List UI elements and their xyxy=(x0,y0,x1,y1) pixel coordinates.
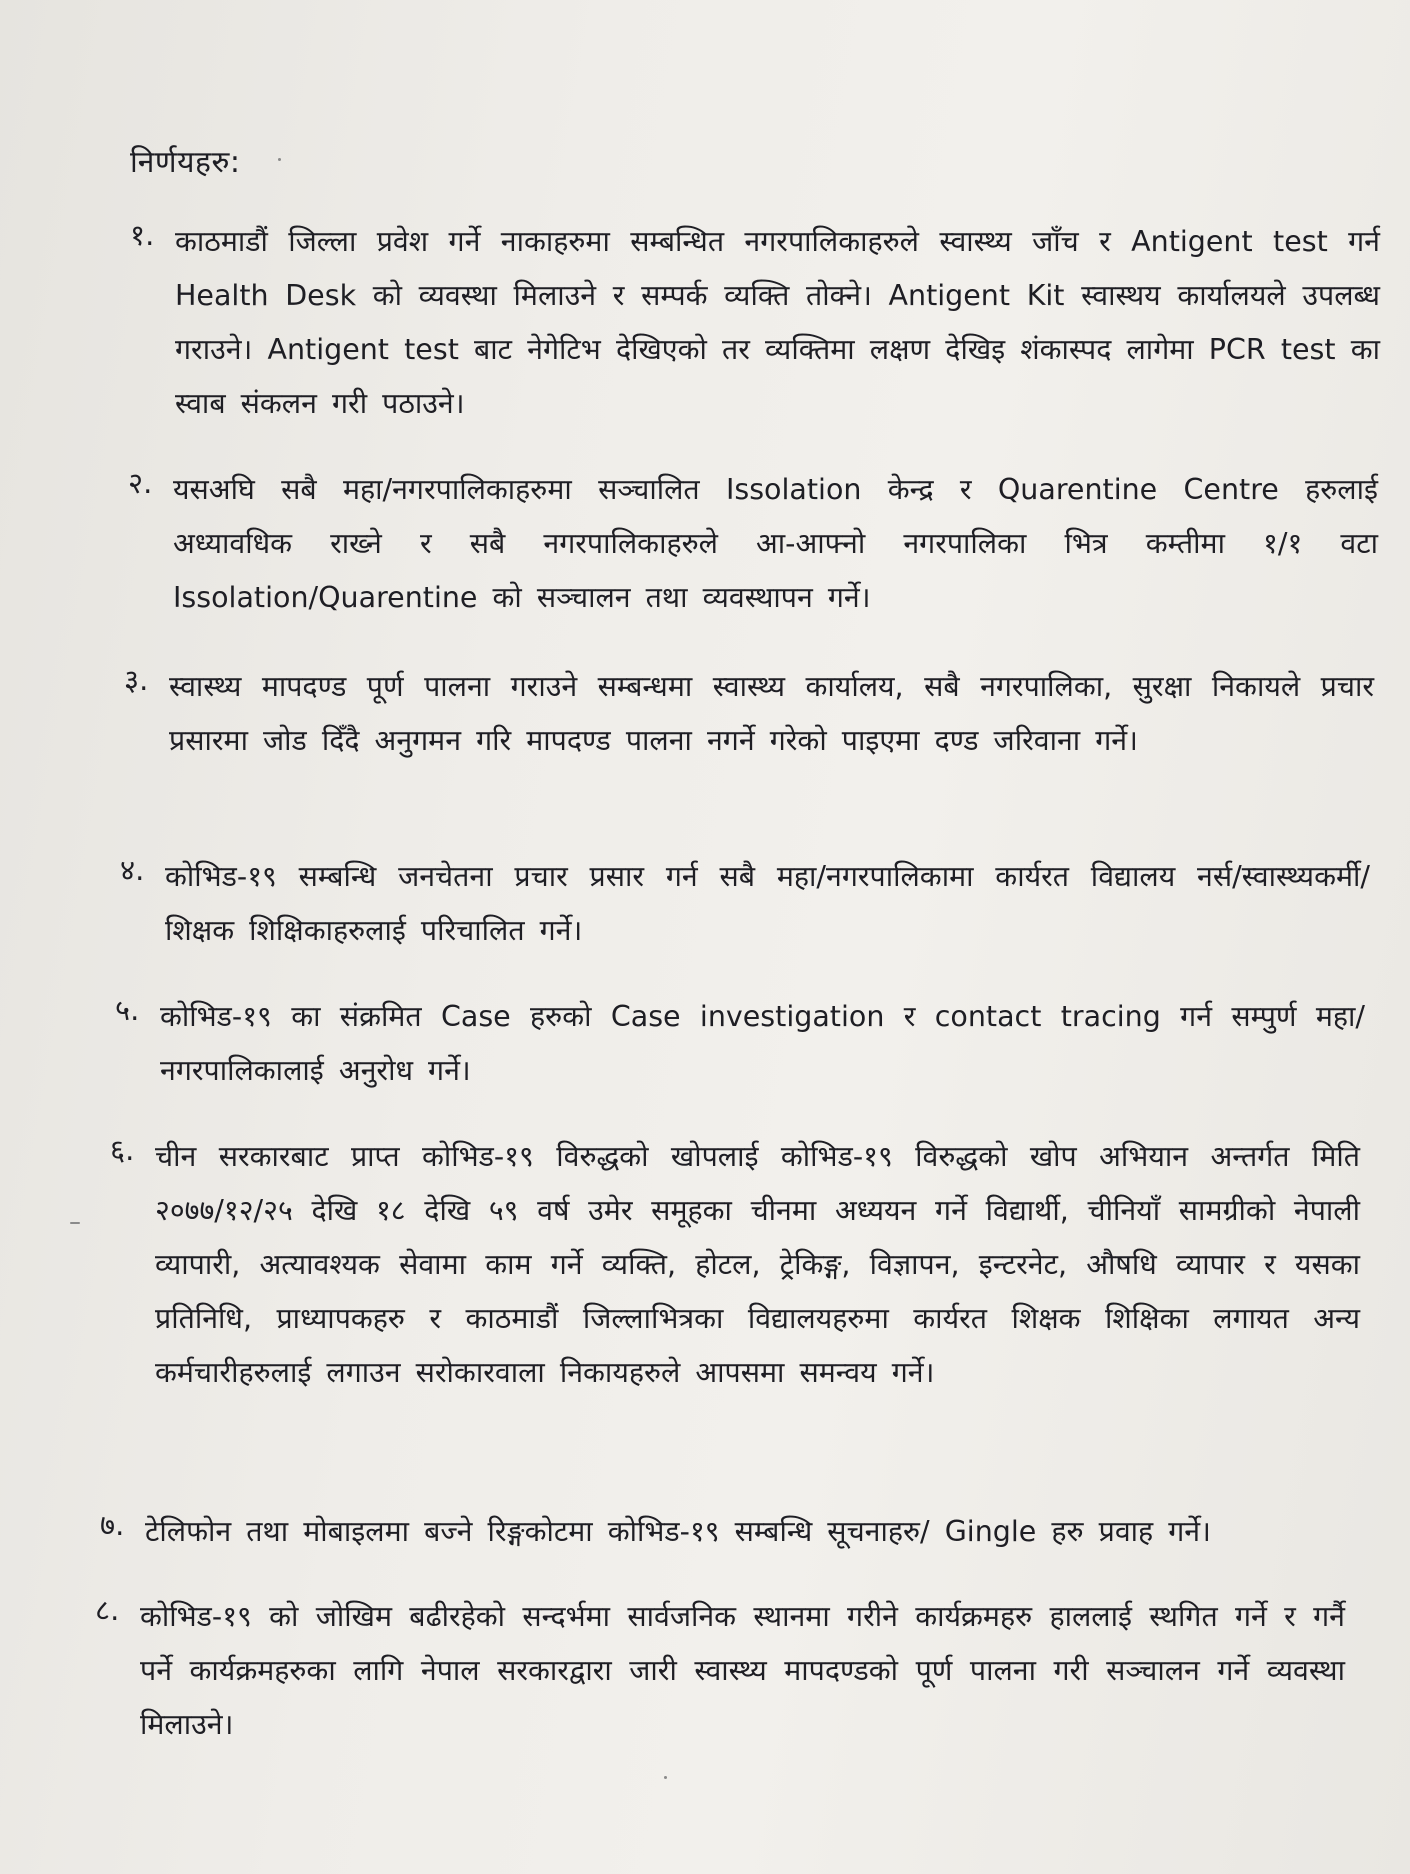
paper-speck xyxy=(278,158,281,161)
item-text: कोभिड-१९ सम्बन्धि जनचेतना प्रचार प्रसार गर्न सबै महा/नगरपालिकामा कार्यरत विद्यालय नर्स/स्वास्थ्यकर्मी/शिक्षक शिक्षिकाहरुलाई परिचालित गर्ने। xyxy=(165,860,1370,947)
item-text: स्वास्थ्य मापदण्ड पूर्ण पालना गराउने सम्बन्धमा स्वास्थ्य कार्यालय, सबै नगरपालिका, सुरक्षा निकायले प्रचार प्रसारमा जोड दिँदै अनुगमन गरि मापदण्ड पालना नगर्ने गरेको पाइएमा दण्ड जरिवाना गर्ने। xyxy=(169,670,1374,757)
heading-decisions: निर्णयहरु: xyxy=(130,145,241,180)
item-number: ४. xyxy=(120,853,145,887)
item-number: ७. xyxy=(100,1508,125,1542)
item-number: ८. xyxy=(95,1593,120,1627)
paper-speck xyxy=(70,1222,80,1224)
item-number: ३. xyxy=(124,663,149,697)
item-text: यसअघि सबै महा/नगरपालिकाहरुमा सञ्चालित Issolation केन्द्र र Quarentine Centre हरुलाई अध्यावधिक राख्ने र सबै नगरपालिकाहरुले आ-आफ्नो नगरपालिका भित्र कम्तीमा १/१ वटा Issolation/Quarentine को सञ्चालन तथा व्यवस्थापन गर्ने। xyxy=(173,473,1378,614)
item-number: ५. xyxy=(115,993,140,1027)
item-text: चीन सरकारबाट प्राप्त कोभिड-१९ विरुद्धको खोपलाई कोभिड-१९ विरुद्धको खोप अभियान अन्तर्गत मिति २०७७/१२/२५ देखि १८ देखि ५९ वर्ष उमेर समूहका चीनमा अध्ययन गर्ने विद्यार्थी, चीनियाँ सामग्रीको नेपाली व्यापारी, अत्यावश्यक सेवामा काम गर्ने व्यक्ति, होटल, ट्रेकिङ्ग, विज्ञापन, इन्टरनेट, औषधि व्यापार र यसका प्रतिनिधि, प्राध्यापकहरु र काठमाडौं जिल्लाभित्रका विद्यालयहरुमा कार्यरत शिक्षक शिक्षिका लगायत अन्य कर्मचारीहरुलाई लगाउन सरोकारवाला निकायहरुले आपसमा समन्वय गर्ने। xyxy=(155,1140,1360,1389)
item-text: कोभिड-१९ को जोखिम बढीरहेको सन्दर्भमा सार्वजनिक स्थानमा गरीने कार्यक्रमहरु हाललाई स्थगित गर्ने र गर्नै पर्ने कार्यक्रमहरुका लागि नेपाल सरकारद्वारा जारी स्वास्थ्य मापदण्डको पूर्ण पालना गरी सञ्चालन गर्ने व्यवस्था मिलाउने। xyxy=(140,1600,1345,1741)
item-text: टेलिफोन तथा मोबाइलमा बज्ने रिङ्गकोटमा कोभिड-१९ सम्बन्धि सूचनाहरु/ Gingle हरु प्रवाह गर्ने। xyxy=(145,1515,1211,1548)
item-text: काठमाडौं जिल्ला प्रवेश गर्ने नाकाहरुमा सम्बन्धित नगरपालिकाहरुले स्वास्थ्य जाँच र Antigent test गर्न Health Desk को व्यवस्था मिलाउने र सम्पर्क व्यक्ति तोक्ने। Antigent Kit स्वास्थय कार्यालयले उपलब्ध गराउने। Antigent test बाट नेगेटिभ देखिएको तर व्यक्तिमा लक्षण देखिइ शंकास्पद लागेमा PCR test का स्वाब संकलन गरी पठाउने। xyxy=(175,225,1380,420)
paper-speck xyxy=(664,1776,667,1779)
item-number: १. xyxy=(130,218,155,252)
item-number: २. xyxy=(128,466,153,500)
item-text: कोभिड-१९ का संक्रमित Case हरुको Case investigation र contact tracing गर्न सम्पुर्ण महा/नगरपालिकालाई अनुरोध गर्ने। xyxy=(160,1000,1365,1087)
item-number: ६. xyxy=(110,1133,135,1167)
